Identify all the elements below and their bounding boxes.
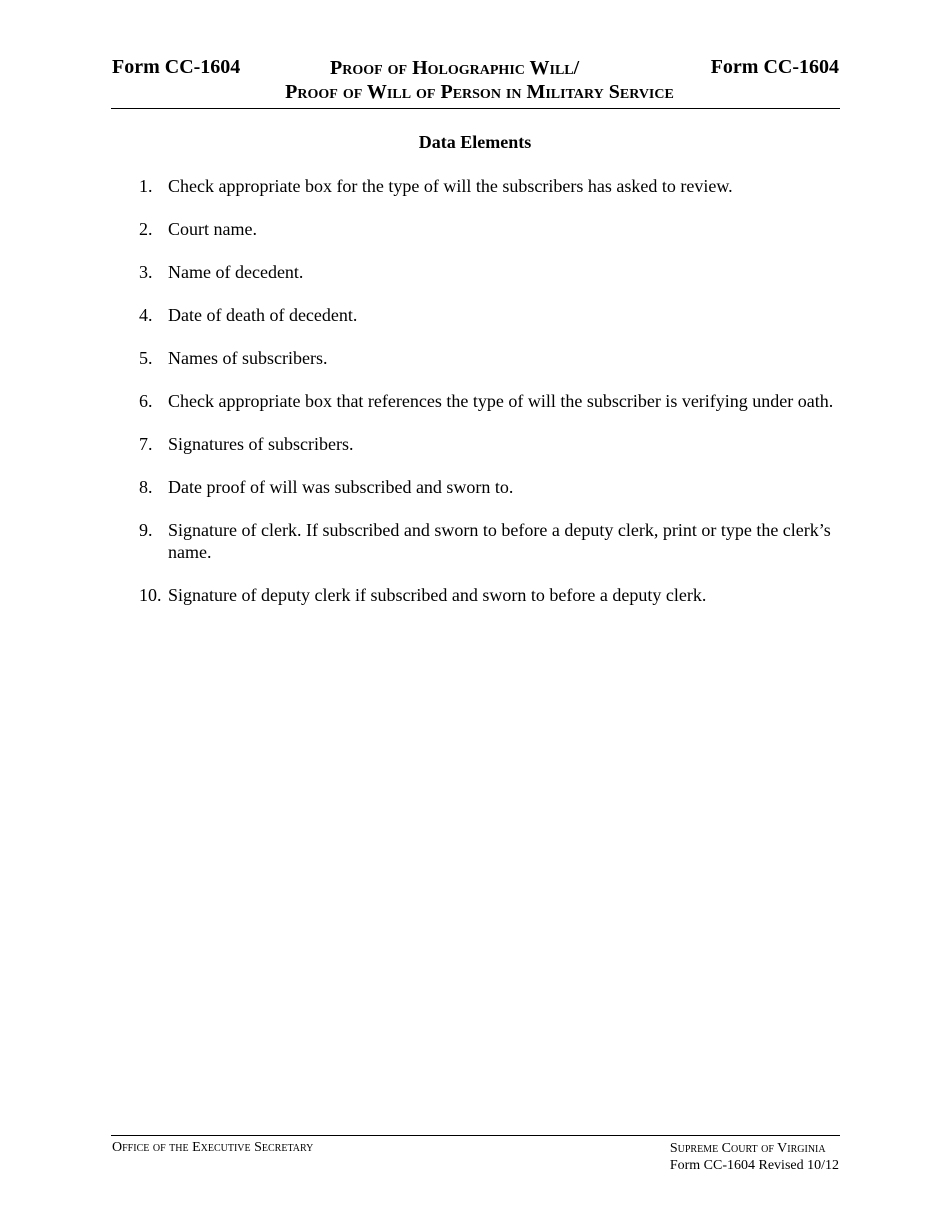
- item-text: Court name.: [168, 219, 257, 239]
- footer-revision: Form CC-1604 Revised 10/12: [669, 1158, 839, 1173]
- list-item: [139, 476, 839, 498]
- footer-office: Office of the Executive Secretary: [112, 1140, 314, 1155]
- item-text: Check appropriate box for the type of will the subscribers has asked to review.: [168, 176, 733, 196]
- item-text: Date proof of will was subscribed and sworn to.: [168, 477, 514, 497]
- list-item: [139, 304, 839, 326]
- list-item: [139, 390, 839, 412]
- list-item: [139, 347, 839, 369]
- item-number: 8.: [139, 477, 153, 497]
- item-number: 4.: [139, 305, 153, 325]
- list-item: [139, 175, 839, 197]
- item-text: Names of subscribers.: [168, 348, 328, 368]
- item-text: Date of death of decedent.: [168, 305, 358, 325]
- item-number: 5.: [139, 348, 153, 368]
- list-item: [139, 218, 839, 240]
- item-number: 10.: [139, 585, 162, 605]
- item-number: 6.: [139, 391, 153, 411]
- item-text: Signature of deputy clerk if subscribed and sworn to before a deputy clerk.: [168, 585, 707, 605]
- list-item: [139, 584, 839, 606]
- item-number: 2.: [139, 219, 153, 239]
- item-number: 9.: [139, 520, 153, 540]
- item-text: Signature of clerk. If subscribed and sworn to before a deputy clerk, print or type the clerk’s name.: [168, 520, 831, 562]
- section-title: Data Elements: [418, 132, 532, 152]
- page-header: [111, 56, 840, 109]
- list-item: [139, 261, 839, 283]
- data-elements-list: [139, 175, 839, 627]
- item-text: Name of decedent.: [168, 262, 304, 282]
- form-title-line2: Proof of Will of Person in Military Service: [285, 81, 674, 103]
- list-item: [139, 519, 839, 563]
- item-number: 7.: [139, 434, 153, 454]
- item-text: Signatures of subscribers.: [168, 434, 354, 454]
- form-number-right: Form CC-1604: [710, 56, 839, 78]
- footer-right: [670, 1140, 839, 1174]
- form-title-line1: Proof of Holographic Will/: [330, 57, 580, 79]
- header-row: [111, 56, 840, 82]
- page-footer: [111, 1135, 840, 1173]
- form-number-left: Form CC-1604: [112, 56, 241, 78]
- list-item: [139, 433, 839, 455]
- item-text: Check appropriate box that references the type of will the subscriber is verifying under oath.: [168, 391, 834, 411]
- item-number: 1.: [139, 176, 153, 196]
- footer-court: Supreme Court of Virginia: [669, 1141, 826, 1156]
- item-number: 3.: [139, 262, 153, 282]
